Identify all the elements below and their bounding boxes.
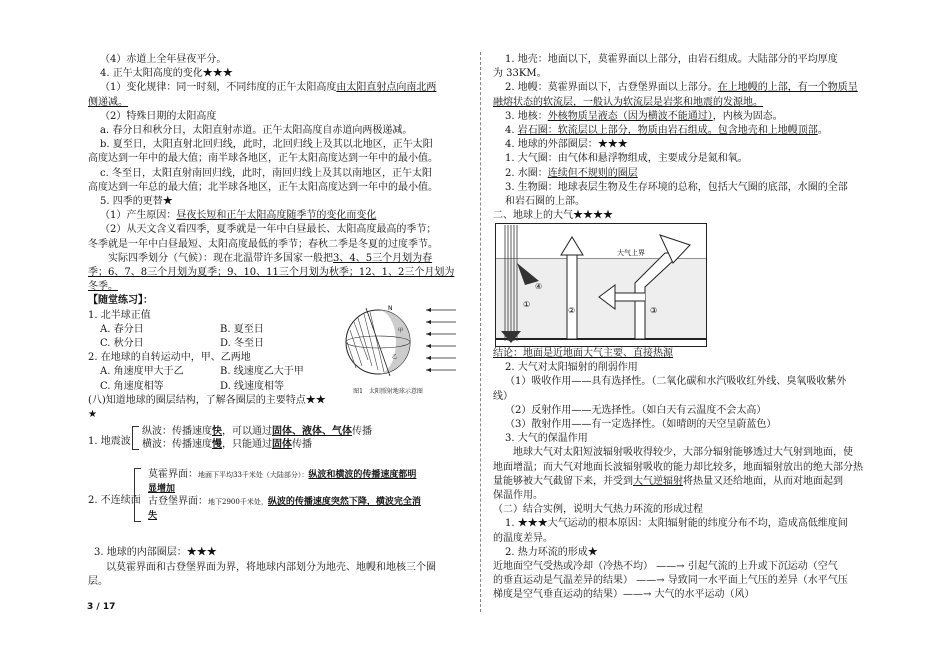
text-line: （1）吸收作用——具有选择性。（二氧化碳和水汽吸收红外线、臭氧吸收紫外 bbox=[505, 376, 847, 388]
earth-illumination-figure bbox=[338, 300, 466, 394]
question-1-options: C. 秋分日 D. 冬至日 bbox=[100, 338, 265, 350]
atmosphere-svg bbox=[495, 223, 707, 347]
key-point: 由太阳直射点向南北两 bbox=[336, 82, 437, 94]
section-heading: 二、地球上的大气★★★★ bbox=[493, 210, 613, 222]
text-line: a. 春分日和秋分日，太阳直射赤道。正午太阳高度自赤道向两极递减。 bbox=[100, 125, 413, 137]
atm-label-2: ② bbox=[568, 306, 576, 315]
flow-line: 近地面空气受热或冷却（冷热不均） ——→ 引起气流的上升或下沉运动（空气 bbox=[493, 561, 838, 573]
text-line: （2）特殊日期的太阳高度 bbox=[100, 110, 217, 122]
section-heading: ★ bbox=[88, 409, 97, 421]
text-line: b. 夏至日，太阳直射北回归线，此时，北回归线上及其以北地区，正午太阳 bbox=[100, 139, 433, 151]
section-heading: (八)知道地球的圈层结构，了解各圈层的主要特点★★ bbox=[88, 394, 326, 406]
key-point: 昼夜长短和正午太阳高度随季节的变化而变化 bbox=[176, 210, 377, 222]
text-line: （2）反射作用——无选择性。（如白天有云温度不会太高） bbox=[505, 404, 767, 416]
text-line: 高度达到一年总的最大值；北半球各地区，正午太阳高度达到一年中的最小值。 bbox=[88, 181, 438, 193]
text-line: 融熔状态的软流层，一般认为软流层是岩浆和地震的发源地。 bbox=[493, 96, 763, 108]
svg-text:甲: 甲 bbox=[398, 328, 404, 334]
text-line: （1）变化规律：同一时刻，不同纬度的正午太阳高度由太阳直射点向南北两 bbox=[100, 82, 437, 94]
page-number: 3 / 17 bbox=[87, 602, 116, 612]
text-line: 季；6、7、8三个月划为夏季；9、10、11三个月划为秋季；12、1、2三个月划为 bbox=[88, 267, 455, 279]
section-heading: 5. 四季的更替★ bbox=[100, 196, 173, 208]
question-2-options: C. 角速度相等 D. 线速度相等 bbox=[100, 380, 285, 392]
svg-text:N: N bbox=[388, 305, 393, 312]
discontinuity-label: 2. 不连续面 bbox=[88, 495, 141, 506]
text-line: 2. 大气对太阳辐射的削弱作用 bbox=[505, 362, 638, 374]
s-wave-line: 横波：传播速度慢，只能通过固体传播 bbox=[142, 439, 312, 450]
text-line: 高度达到一年中的最大值；南半球各地区，正午太阳高度达到一年中的最小值。 bbox=[88, 153, 438, 165]
atm-label-1: ① bbox=[523, 300, 531, 309]
brace bbox=[132, 426, 139, 450]
right-column-lower bbox=[493, 347, 863, 603]
text-line: 地球大气对太阳短波辐射吸收得较少，大部分辐射能够透过大气射到地面，使 bbox=[513, 447, 853, 459]
text-line: （4）赤道上全年昼夜平分。 bbox=[100, 54, 227, 65]
text-line: 结论：地面是近地面大气主要、直接热源 bbox=[493, 348, 673, 359]
text-line: 量能够被大气截留下来，并受到大气逆辐射将热量又还给地面，从而对地面起到 bbox=[493, 475, 843, 487]
section-heading: 3. 地球的内部圈层：★★★ bbox=[94, 547, 217, 558]
figure-caption: 图1 太阳照射地球示意图 bbox=[353, 388, 423, 395]
text-line: 保温作用。 bbox=[493, 490, 543, 502]
section-heading: （二）结合实例，说明大气热力环流的形成过程 bbox=[493, 504, 703, 516]
atm-top-label: 大气上界 bbox=[617, 249, 645, 257]
text-line: 冬季。 bbox=[88, 281, 118, 293]
text-line: 3. 生物圈：地球表层生物及生存环境的总称，包括大气圈的底部，水圈的全部 bbox=[505, 181, 848, 193]
text-line: 4. 岩石圈：软流层以上部分，物质由岩石组成。包含地壳和上地幔顶部。 bbox=[505, 125, 828, 137]
text-line: 和岩石圈的上部。 bbox=[505, 196, 585, 208]
p-wave-line: 纵波：传播速度快，可以通过固体、液体、气体传播 bbox=[142, 426, 372, 437]
text-line: 2. 水圈：连续但不规则的圈层 bbox=[505, 167, 638, 179]
question-1-options: A. 春分日 B. 夏至日 bbox=[100, 323, 264, 335]
text-line: 为 33KM。 bbox=[493, 68, 547, 80]
key-point: 3、4、5三个月划为春 bbox=[333, 252, 433, 264]
text-line: 侧递减。 bbox=[88, 96, 128, 108]
text-line: 2. 地幔：莫霍界面以下，古登堡界面以上部分。在上地幔的上部，有一个物质呈 bbox=[505, 82, 858, 94]
text-line: （1）产生原因：昼夜长短和正午太阳高度随季节的变化而变化 bbox=[100, 210, 377, 222]
brace bbox=[134, 468, 141, 522]
text-line: 的温度差异。 bbox=[493, 532, 553, 544]
atm-label-4: ④ bbox=[535, 282, 543, 291]
svg-text:乙: 乙 bbox=[392, 354, 398, 360]
text-line: 实际四季划分（气候）：现在北温带许多国家一般把3、4、5三个月划为春 bbox=[108, 252, 433, 264]
quake-label: 1. 地震波 bbox=[88, 436, 131, 447]
moho-line: 莫霍界面：地面下平均33千米处（大陆部分）：纵波和横波的传播速度都明 显增加 bbox=[148, 469, 417, 494]
text-line: 3. 地核：外核物质呈液态（因为横波不能通过），内核为固态。 bbox=[505, 110, 783, 122]
flow-line: 梯度是空气垂直运动的结果）——→ 大气的水平运动（风） bbox=[493, 589, 755, 601]
flow-line: 的垂直运动是气温差异的结果） ——→ 导致同一水平面上气压的差异（水平气压 bbox=[493, 575, 848, 587]
gutenberg-line: 古登堡界面：地下2900千米处，纵波的传播速度突然下降，横波完全消 失 bbox=[148, 496, 421, 521]
question-1: 1. 北半球正值 bbox=[88, 309, 151, 321]
section-heading: 3. 大气的保温作用 bbox=[505, 433, 588, 445]
earth-diagram-svg bbox=[338, 300, 466, 394]
question-2-options: A. 角速度甲大于乙 B. 线速度乙大于甲 bbox=[100, 366, 304, 378]
section-heading: 4. 正午太阳高度的变化★★★ bbox=[100, 68, 233, 80]
text-line: 1. ★★★大气运动的根本原因：太阳辐射能的纬度分布不均，造成高低维度间 bbox=[505, 518, 848, 530]
text-line: （2）从天文含义看四季，夏季就是一年中白昼最长、太阳高度最高的季节； bbox=[100, 224, 437, 236]
text-line: 1. 大气圈：由气体和悬浮物组成，主要成分是氮和氧。 bbox=[505, 153, 748, 165]
atmosphere-diagram bbox=[495, 223, 707, 347]
atm-label-3: ③ bbox=[650, 306, 658, 315]
section-heading: 4. 地球的外部圈层：★★★ bbox=[505, 139, 628, 151]
practice-heading: 【随堂练习】： bbox=[88, 295, 153, 307]
text-line: 1. 地壳：地面以下，莫霍界面以上部分，由岩石组成。大陆部分的平均厚度 bbox=[505, 54, 838, 65]
text-line: 地面增温；而大气对地面长波辐射吸收的能力却比较多，地面辐射放出的绝大部分热 bbox=[493, 461, 863, 473]
text-line: 线） bbox=[493, 390, 513, 402]
right-column bbox=[493, 53, 863, 223]
question-2: 2. 在地球的自转运动中，甲、乙两地 bbox=[88, 352, 251, 364]
section-heading: 2. 热力环流的形成★ bbox=[505, 546, 598, 558]
text-line: 层。 bbox=[88, 576, 108, 587]
text-line: （3）散射作用——有一定选择性。（如晴朗的天空呈蔚蓝色） bbox=[505, 419, 777, 431]
text-line: 冬季就是一年中白昼最短、太阳高度最低的季节；春秋二季是冬夏的过度季节。 bbox=[88, 238, 438, 250]
text-line: 以莫霍界面和古登堡界面为界，将地球内部划分为地壳、地幔和地核三个圈 bbox=[106, 562, 436, 573]
text-line: c. 冬至日，太阳直射南回归线，此时，南回归线上及其以南地区，正午太阳 bbox=[100, 167, 432, 179]
column-divider bbox=[480, 52, 481, 612]
